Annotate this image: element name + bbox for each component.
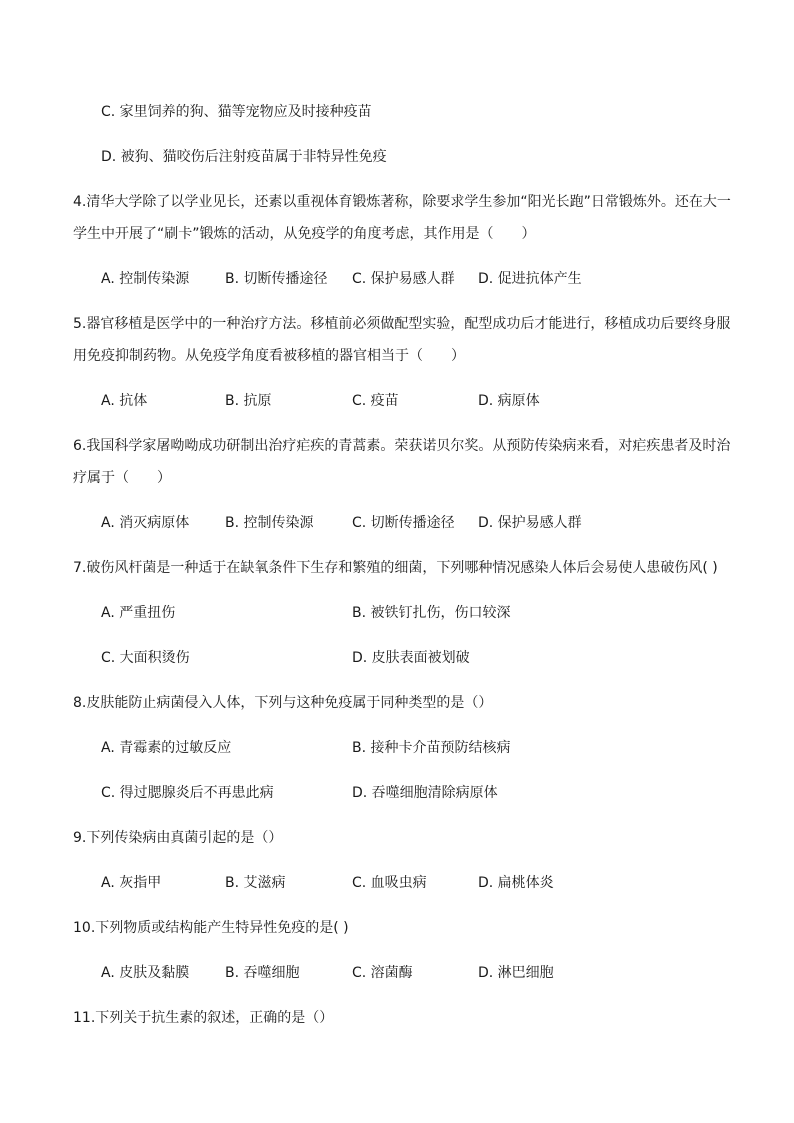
q6-option-c: C. 切断传播途径 <box>352 515 455 531</box>
q6-option-d: D. 保护易感人群 <box>478 515 582 531</box>
q7-option-c: C. 大面积烫伤 <box>101 650 190 666</box>
q7-option-d: D. 皮肤表面被划破 <box>352 650 470 666</box>
q6-option-b: B. 控制传染源 <box>225 515 314 531</box>
q6-text-line1: 6.我国科学家屠呦呦成功研制出治疗疟疾的青蒿素。荣获诺贝尔奖。从预防传染病来看，对疟疾患者及时治 <box>73 438 731 454</box>
q6-option-a: A. 消灭病原体 <box>101 515 190 531</box>
q3-option-d: D. 被狗、猫咬伤后注射疫苗属于非特异性免疫 <box>101 149 387 165</box>
q10-option-a: A. 皮肤及黏膜 <box>101 965 190 981</box>
q7-option-b: B. 被铁钉扎伤，伤口较深 <box>352 605 511 621</box>
q5-option-d: D. 病原体 <box>478 393 540 409</box>
q7-option-a: A. 严重扭伤 <box>101 605 176 621</box>
q8-option-c: C. 得过腮腺炎后不再患此病 <box>101 785 274 801</box>
q8-option-b: B. 接种卡介苗预防结核病 <box>352 740 511 756</box>
q5-text-line2: 用免疫抑制药物。从免疫学角度看被移植的器官相当于（ ） <box>73 348 465 364</box>
q5-option-b: B. 抗原 <box>225 393 272 409</box>
q5-text-line1: 5.器官移植是医学中的一种治疗方法。移植前必须做配型实验，配型成功后才能进行，移植成功后要终身服 <box>73 316 731 332</box>
q7-text: 7.破伤风杆菌是一种适于在缺氧条件下生存和繁殖的细菌，下列哪种情况感染人体后会易使人患破伤风( ) <box>73 560 718 576</box>
q9-option-a: A. 灰指甲 <box>101 875 162 891</box>
q10-option-c: C. 溶菌酶 <box>352 965 413 981</box>
q11-text: 11.下列关于抗生素的叙述，正确的是（） <box>73 1010 334 1026</box>
q9-text: 9.下列传染病由真菌引起的是（） <box>73 830 283 846</box>
q3-option-c: C. 家里饲养的狗、猫等宠物应及时接种疫苗 <box>101 104 372 120</box>
q10-option-b: B. 吞噬细胞 <box>225 965 300 981</box>
q4-text-line1: 4.清华大学除了以学业见长，还素以重视体育锻炼著称，除要求学生参加“阳光长跑”日常锻炼外。还在大一 <box>73 194 731 210</box>
q8-option-d: D. 吞噬细胞清除病原体 <box>352 785 498 801</box>
q9-option-c: C. 血吸虫病 <box>352 875 427 891</box>
q9-option-b: B. 艾滋病 <box>225 875 286 891</box>
q10-text: 10.下列物质或结构能产生特异性免疫的是( ) <box>73 920 349 936</box>
q4-text-line2: 学生中开展了“刷卡”锻炼的活动，从免疫学的角度考虑，其作用是（ ） <box>73 226 536 242</box>
q8-text: 8.皮肤能防止病菌侵入人体，下列与这种免疫属于同种类型的是（） <box>73 695 493 711</box>
q6-text-line2: 疗属于（ ） <box>73 470 171 486</box>
q4-option-b: B. 切断传播途径 <box>225 271 328 287</box>
q9-option-d: D. 扁桃体炎 <box>478 875 554 891</box>
q8-option-a: A. 青霉素的过敏反应 <box>101 740 232 756</box>
q4-option-a: A. 控制传染源 <box>101 271 190 287</box>
q4-option-d: D. 促进抗体产生 <box>478 271 582 287</box>
q5-option-a: A. 抗体 <box>101 393 148 409</box>
q4-option-c: C. 保护易感人群 <box>352 271 455 287</box>
q10-option-d: D. 淋巴细胞 <box>478 965 554 981</box>
q5-option-c: C. 疫苗 <box>352 393 399 409</box>
